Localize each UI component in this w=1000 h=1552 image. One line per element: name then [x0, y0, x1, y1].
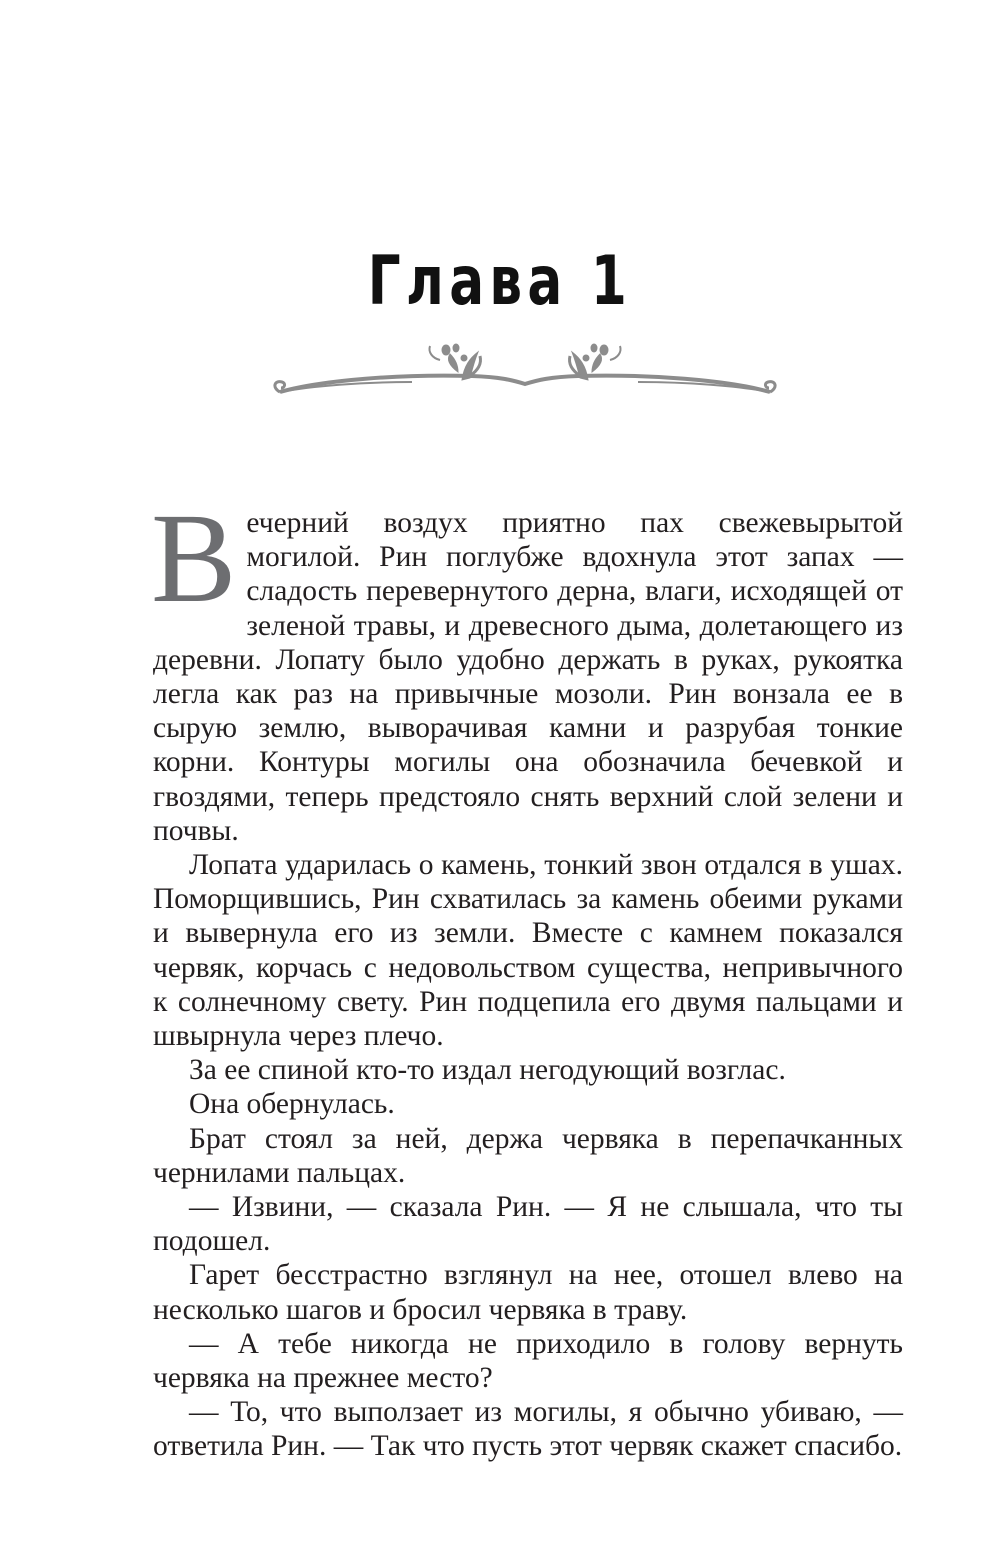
chapter-title: Глава 1 — [367, 242, 633, 321]
paragraph — [151, 487, 903, 848]
floral-divider-icon — [272, 336, 778, 416]
paragraph-text: ечерний воздух приятно пах свежевырытой могилой. Рин поглубже вдохнула этот запах — сладость перевернутого дерна, влаги, исходящей от зеленой травы, и древесного дыма, долетающего из деревни. Лопату было удобно держать в руках, рукоятка легла как раз на привычные мозоли. Рин вонзала ее в сырую землю, выворачивая камни и разрубая тонкие корни. Контуры могилы она обозначила бечевкой и гвоздями, теперь предстояло снять верхний слой зелени и почвы. — [153, 507, 903, 847]
paragraph: Брат стоял за ней, держа червяка в перепачканных чернилами пальцах. — [153, 1122, 903, 1189]
chapter-text — [151, 487, 903, 1464]
paragraph: Гарет бесстрастно взглянул на нее, отошел влево на несколько шагов и бросил червяка в траву. — [153, 1259, 903, 1326]
paragraph: Лопата ударилась о камень, тонкий звон отдался в ушах. Поморщившись, Рин схватилась за камень обеими руками и вывернула его из земли. Вместе с камнем показался червяк, корчась с недовольством существа, непривычного к солнечному свету. Рин подцепила его двумя пальцами и швырнула через плечо. — [153, 849, 903, 1053]
paragraph: — То, что выползает из могилы, я обычно убиваю, — ответила Рин. — Так что пусть этот червяк скажет спасибо. — [153, 1396, 903, 1463]
paragraph: Она обернулась. — [189, 1088, 395, 1121]
paragraph: За ее спиной кто-то издал негодующий возглас. — [189, 1054, 786, 1087]
drop-cap: В — [151, 487, 237, 629]
paragraph: — Извини, — сказала Рин. — Я не слышала, что ты подошел. — [153, 1191, 903, 1258]
paragraph: — А тебе никогда не приходило в голову вернуть червяка на прежнее место? — [153, 1327, 903, 1395]
